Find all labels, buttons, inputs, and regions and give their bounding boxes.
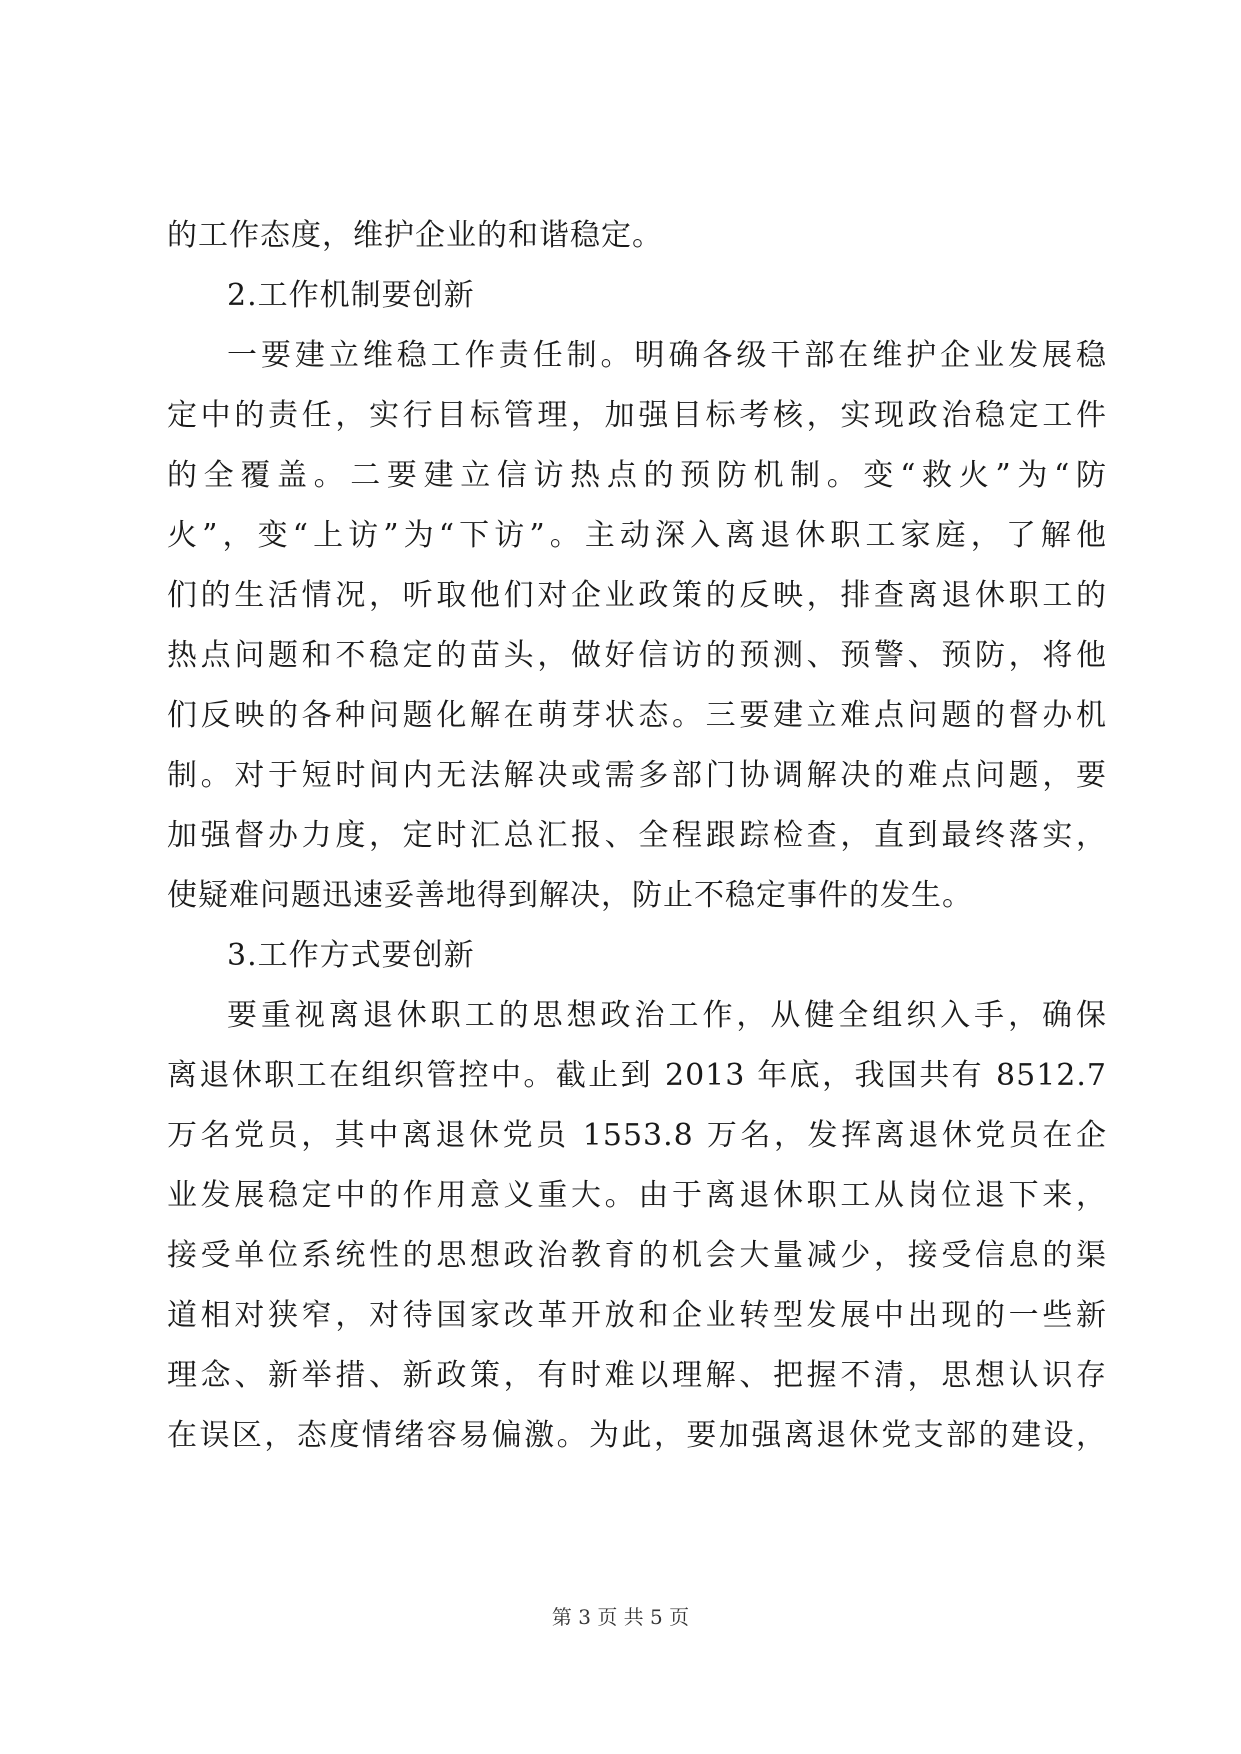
body-text-line: 定中的责任，实行目标管理，加强目标考核，实现政治稳定工件: [167, 398, 1107, 433]
body-text-line: 道相对狭窄，对待国家改革开放和企业转型发展中出现的一些新: [167, 1298, 1107, 1333]
body-text-line: 加强督办力度，定时汇总汇报、全程跟踪检查，直到最终落实，: [167, 818, 1107, 853]
body-text-line: 一要建立维稳工作责任制。明确各级干部在维护企业发展稳: [227, 338, 1107, 373]
body-text-line: 使疑难问题迅速妥善地得到解决，防止不稳定事件的发生。: [167, 878, 973, 913]
body-text-line: 理念、新举措、新政策，有时难以理解、把握不清，思想认识存: [167, 1358, 1107, 1393]
body-text-line: 离退休职工在组织管控中。截止到 2013 年底，我国共有 8512.7: [167, 1058, 1107, 1093]
section-heading: 2.工作机制要创新: [227, 278, 475, 313]
body-text-line: 们的生活情况，听取他们对企业政策的反映，排查离退休职工的: [167, 578, 1107, 613]
body-text-line: 制。对于短时间内无法解决或需多部门协调解决的难点问题，要: [167, 758, 1107, 793]
body-text-line: 热点问题和不稳定的苗头，做好信访的预测、预警、预防，将他: [167, 638, 1107, 673]
body-text-line: 在误区，态度情绪容易偏激。为此，要加强离退休党支部的建设，: [167, 1418, 1107, 1453]
section-heading: 3.工作方式要创新: [227, 938, 475, 973]
body-text-line: 的工作态度，维护企业的和谐稳定。: [167, 218, 663, 253]
body-text-line: 的全覆盖。二要建立信访热点的预防机制。变“救火”为“防: [167, 458, 1107, 493]
page-number-footer: 第 3 页 共 5 页: [551, 1605, 690, 1629]
body-text-line: 们反映的各种问题化解在萌芽状态。三要建立难点问题的督办机: [167, 698, 1107, 733]
body-text-line: 火”，变“上访”为“下访”。主动深入离退休职工家庭，了解他: [167, 518, 1107, 553]
body-text-line: 业发展稳定中的作用意义重大。由于离退休职工从岗位退下来，: [167, 1178, 1107, 1213]
body-text-line: 要重视离退休职工的思想政治工作，从健全组织入手，确保: [227, 998, 1107, 1033]
body-text-line: 接受单位系统性的思想政治教育的机会大量减少，接受信息的渠: [167, 1238, 1107, 1273]
body-text-line: 万名党员，其中离退休党员 1553.8 万名，发挥离退休党员在企: [167, 1118, 1107, 1153]
